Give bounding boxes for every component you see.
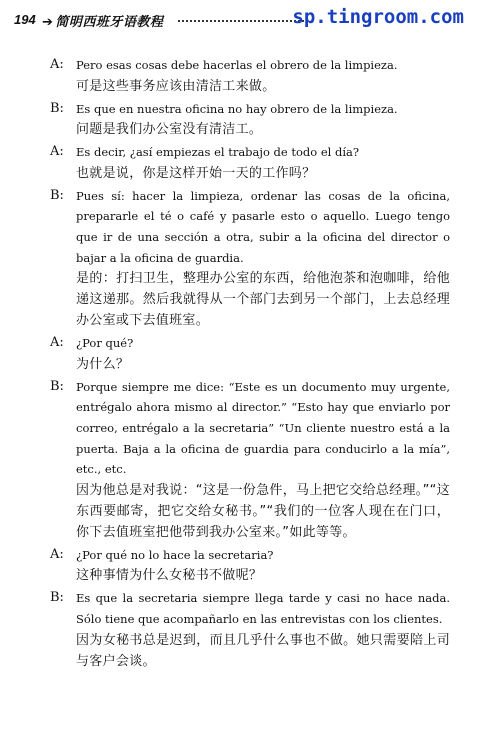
dialogue-entry bbox=[50, 55, 450, 97]
dialogue-entry bbox=[50, 545, 450, 587]
spanish-line: Es decir, ¿así empiezas el trabajo de todo el día? bbox=[76, 145, 360, 160]
chinese-line: 因为他总是对我说：“这是一份急件，马上把它交给总经理。”“这东西要邮寄，把它交给女秘书。”“我们的一位客人现在在门口，你下去值班室把他带到我办公室来。”如此等等。 bbox=[76, 482, 450, 540]
chinese-line: 为什么？ bbox=[76, 356, 130, 372]
speaker-label: B: bbox=[50, 187, 64, 203]
book-title-group bbox=[42, 11, 163, 30]
dialogue-entry bbox=[50, 142, 450, 184]
speaker-label: A: bbox=[50, 546, 64, 562]
chinese-line: 也就是说，你是这样开始一天的工作吗？ bbox=[76, 165, 316, 181]
spanish-line: Es que en nuestra oficina no hay obrero de la limpieza. bbox=[76, 101, 398, 116]
header-dotted-rule bbox=[178, 20, 308, 22]
dialogue-entry bbox=[50, 377, 450, 543]
dialogue bbox=[50, 55, 450, 674]
chinese-line: 可是这些事务应该由清洁工来做。 bbox=[76, 78, 276, 94]
dialogue-entry bbox=[50, 333, 450, 375]
spanish-line: ¿Por qué no lo hace la secretaria? bbox=[76, 547, 274, 562]
spanish-line: Porque siempre me dice: “Este es un documento muy urgente, entrégalo ahora mismo al director.” “Esto hay que enviarlo por correo, entrégalo a la secretaria” “Un cliente nuestro está a la puerta. Baja a la oficina de guardia para conducirlo a la mía”, etc., etc. bbox=[76, 379, 450, 477]
speaker-label: A: bbox=[50, 335, 64, 351]
speaker-label: B: bbox=[50, 378, 64, 394]
speaker-label: A: bbox=[50, 57, 64, 72]
speaker-label: A: bbox=[50, 144, 64, 160]
site-watermark: sp.tingroom.com bbox=[292, 6, 464, 28]
dialogue-entry bbox=[50, 99, 450, 141]
chinese-line: 问题是我们办公室没有清洁工。 bbox=[76, 122, 263, 138]
chinese-line: 因为女秘书总是迟到，而且几乎什么事也不做。她只需要陪上司与客户会谈。 bbox=[76, 632, 450, 669]
page-header bbox=[14, 6, 470, 32]
spanish-line: Pero esas cosas debe hacerlas el obrero de la limpieza. bbox=[76, 58, 398, 72]
dialogue-entry bbox=[50, 186, 450, 331]
spanish-line: Pues sí: hacer la limpieza, ordenar las cosas de la oficina, prepararle el té o café y pasarle esto o aquello. Luego tengo que ir de una sección a otra, subir a la oficina del director o bajar a la oficina de guardia. bbox=[76, 188, 450, 265]
chinese-line: 是的：打扫卫生，整理办公室的东西，给他泡茶和泡咖啡，给他递这递那。然后我就得从一个部门去到另一个部门，上去总经理办公室或下去值班室。 bbox=[76, 271, 450, 329]
speaker-label: B: bbox=[50, 590, 64, 606]
dialogue-entry bbox=[50, 588, 450, 671]
page-number: 194 bbox=[14, 12, 36, 27]
book-title: 简明西班牙语教程 bbox=[55, 15, 164, 30]
spanish-line: Es que la secretaria siempre llega tarde y casi no hace nada. Sólo tiene que acompañarlo en las entrevistas con los clientes. bbox=[76, 591, 450, 626]
spanish-line: ¿Por qué? bbox=[76, 336, 134, 351]
speaker-label: B: bbox=[50, 100, 64, 116]
right-arrow-icon: ➔ bbox=[42, 15, 54, 30]
chinese-line: 这种事情为什么女秘书不做呢？ bbox=[76, 568, 263, 584]
